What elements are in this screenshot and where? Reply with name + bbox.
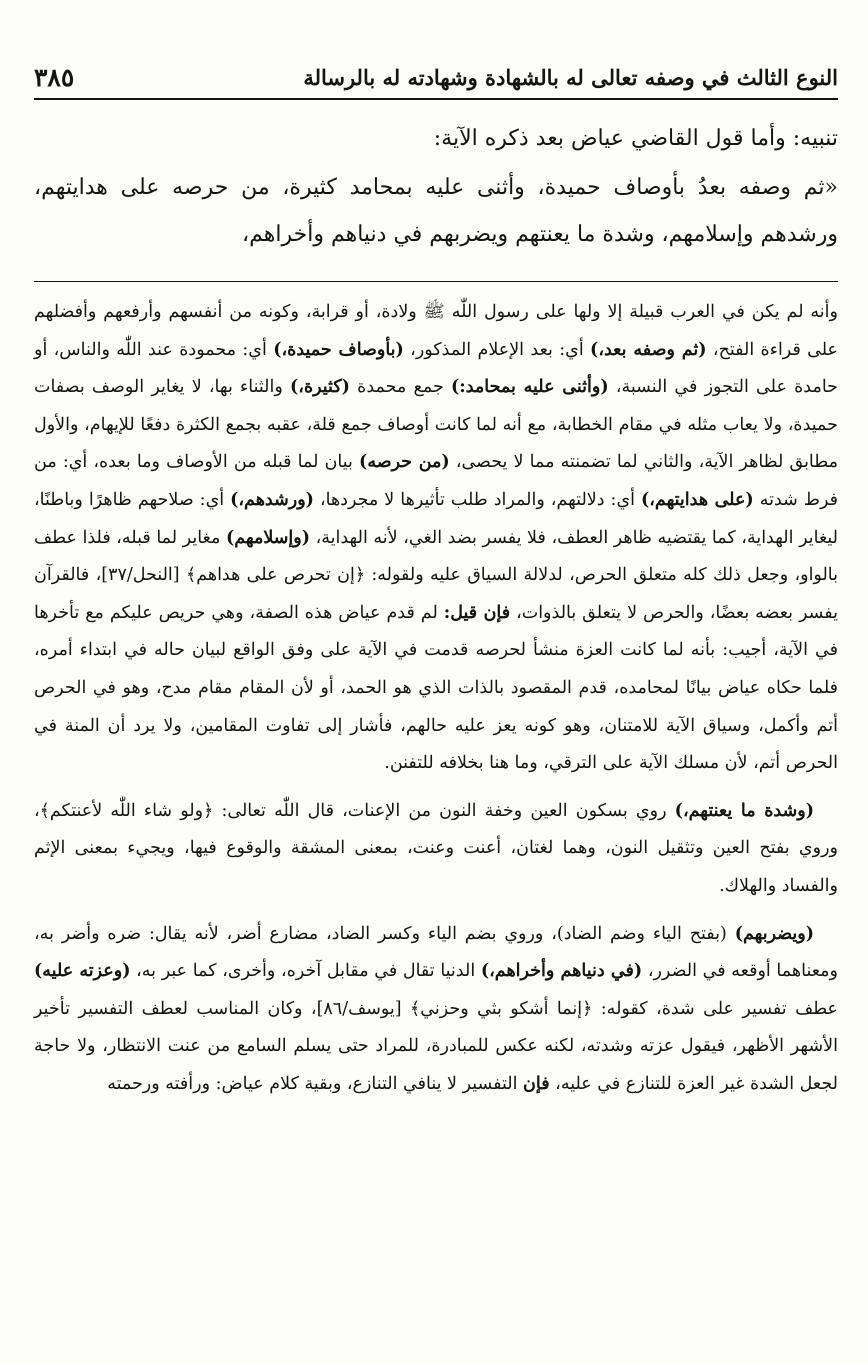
section-divider (34, 281, 838, 282)
text-run: والثناء بها، لا يغاير الوصف بصفات حميدة، ولا يعاب مثله في مقام الخطابة، مع أنه لما كانت أوصاف جمع قلة، عقبه بجمع الكثرة دفعًا للإيهام، والأول مطابق لظاهر الآية، والثاني لما تضمنته مما لا يحصى، (34, 377, 838, 473)
bold-phrase: فإن (523, 1073, 550, 1094)
commentary (34, 294, 838, 1103)
matn-intro: تنبيه: وأما قول القاضي عياض بعد ذكره الآية: (433, 126, 838, 151)
matn-quote: «ثم وصفه بعدُ بأوصاف حميدة، وأثنى عليه بمحامد كثيرة، من حرصه على هدايتهم، ورشدهم وإسلامهم، وشدة ما يعنتهم ويضربهم في دنياهم وأخراهم، (34, 175, 838, 247)
running-header (34, 56, 838, 100)
text-run: وأنه لم يكن في العرب قبيلة إلا ولها على رسول اللّٰه ﷺ ولادة، أو قرابة، وكونه من أنفسهم وأرفعهم وأفضلهم على قراءة الفتح، (34, 302, 838, 360)
bold-phrase: (وشدة ما يعنتهم،) (674, 800, 815, 821)
text-run: أي: محمودة عند اللّٰه والناس، أو حامدة على التجوز في النسبة، (34, 339, 838, 398)
text-run: (بفتح الياء وضم الضاد)، وروي بضم الياء وكسر الضاد، مضارع أضر، لأنه يقال: ضره وأضر به، ومعناهما أوقعه في الضرر، (34, 923, 838, 982)
text-run: أي: دلالتهم، والمراد طلب تأثيرها لا مجردها، (313, 489, 641, 510)
bold-phrase: (وأثنى عليه بمحامد:) (450, 377, 609, 398)
main-text (34, 115, 838, 258)
commentary-paragraph-3 (34, 916, 838, 1104)
text-run: أي: صلاحهم ظاهرًا وباطنًا، ليغاير الهداية، كما يقتضيه ظاهر العطف، فلا يفسر بضد الغي، لأنه الهداية، (34, 489, 838, 548)
text-run: التفسير لا ينافي التنازع، وبقية كلام عياض: ورأفته ورحمته (107, 1073, 524, 1094)
text-run: مغاير لما قبله، فلذا عطف بالواو، وجعل ذلك كله متعلق الحرص، لدلالة السياق عليه ولقوله: ﴿إن تحرص على هداهم﴾ [النحل/٣٧]، فالقرآن يفسر بعضه بعضًا، والحرص لا يتعلق بالذوات، (34, 527, 839, 623)
page-number: ٣٨٥ (34, 62, 75, 92)
bold-phrase: فإن قيل: (443, 602, 511, 623)
commentary-paragraph-2 (34, 793, 838, 906)
commentary-paragraph-1 (34, 294, 838, 783)
bold-phrase: (كثيرة،) (290, 377, 350, 398)
bold-phrase: (من حرصه) (359, 452, 450, 473)
bold-phrase: (في دنياهم وأخراهم،) (480, 961, 643, 982)
text-run: أي: بعد الإعلام المذكور، (403, 339, 591, 360)
bold-phrase: (ويضربهم) (734, 923, 814, 944)
bold-phrase: (ثم وصفه بعد،) (590, 339, 707, 360)
text-run: عطف تفسير على شدة، كقوله: ﴿إنما أشكو بثي وحزني﴾ [يوسف/٨٦]، وكان المناسب لعطف التفسير تأخير الأشهر الأظهر، فيقول عزته وشدته، لكنه عكس للمبادرة، للمراد حتى يسلم السامع من عنت الانتظار، ولا حاجة لجعل الشدة غير العزة للتنازع في عليه، (34, 998, 838, 1094)
chapter-title: النوع الثالث في وصفه تعالى له بالشهادة وشهادته له بالرسالة (303, 64, 838, 90)
text-run: بيان لما قبله من الأوصاف وما بعده، أي: من فرط شدته (34, 452, 839, 510)
text-run: لم قدم عياض هذه الصفة، وهي حريص عليكم مع تأخرها في الآية، أجيب: بأنه لما كانت العزة منشأ لحرصه قدمت في الآية على وفق الواقع لبيان حاله في ابتداء أمره، فلما حكاه عياض بيانًا لمحامده، قدم المقصود بالذات الذي هو الحمد، أو لأن المقام مقام مدح، وهو في الحرص أتم وأكمل، وسياق الآية للامتنان، وهو كونه يعز عليه حالهم، فأشار إلى تفاوت المقامين، ولا يرد أن المنة في الحرص أتم، لأن مسلك الآية على الترقي، وما هنا بخلافه للتفنن. (34, 602, 838, 774)
bold-phrase: (وعزته عليه) (34, 961, 131, 982)
bold-phrase: (بأوصاف حميدة،) (273, 339, 404, 360)
text-run: روي بسكون العين وخفة النون من الإعنات، قال اللّٰه تعالى: ﴿ولو شاء اللّٰه لأعنتكم﴾، وروي بفتح العين وتثقيل النون، وهما لغتان، أعنت وعنت، بمعنى المشقة والوقوع فيها، ويجيء بمعنى الإثم والفساد والهلاك. (34, 800, 838, 896)
bold-phrase: (وإسلامهم) (225, 527, 311, 548)
text-run: جمع محمدة (349, 377, 451, 398)
bold-phrase: (ورشدهم،) (230, 489, 314, 510)
text-run: الدنيا تقال في مقابل آخره، وأخرى، كما عبر به، (130, 961, 481, 982)
bold-phrase: (على هدايتهم،) (641, 489, 754, 510)
